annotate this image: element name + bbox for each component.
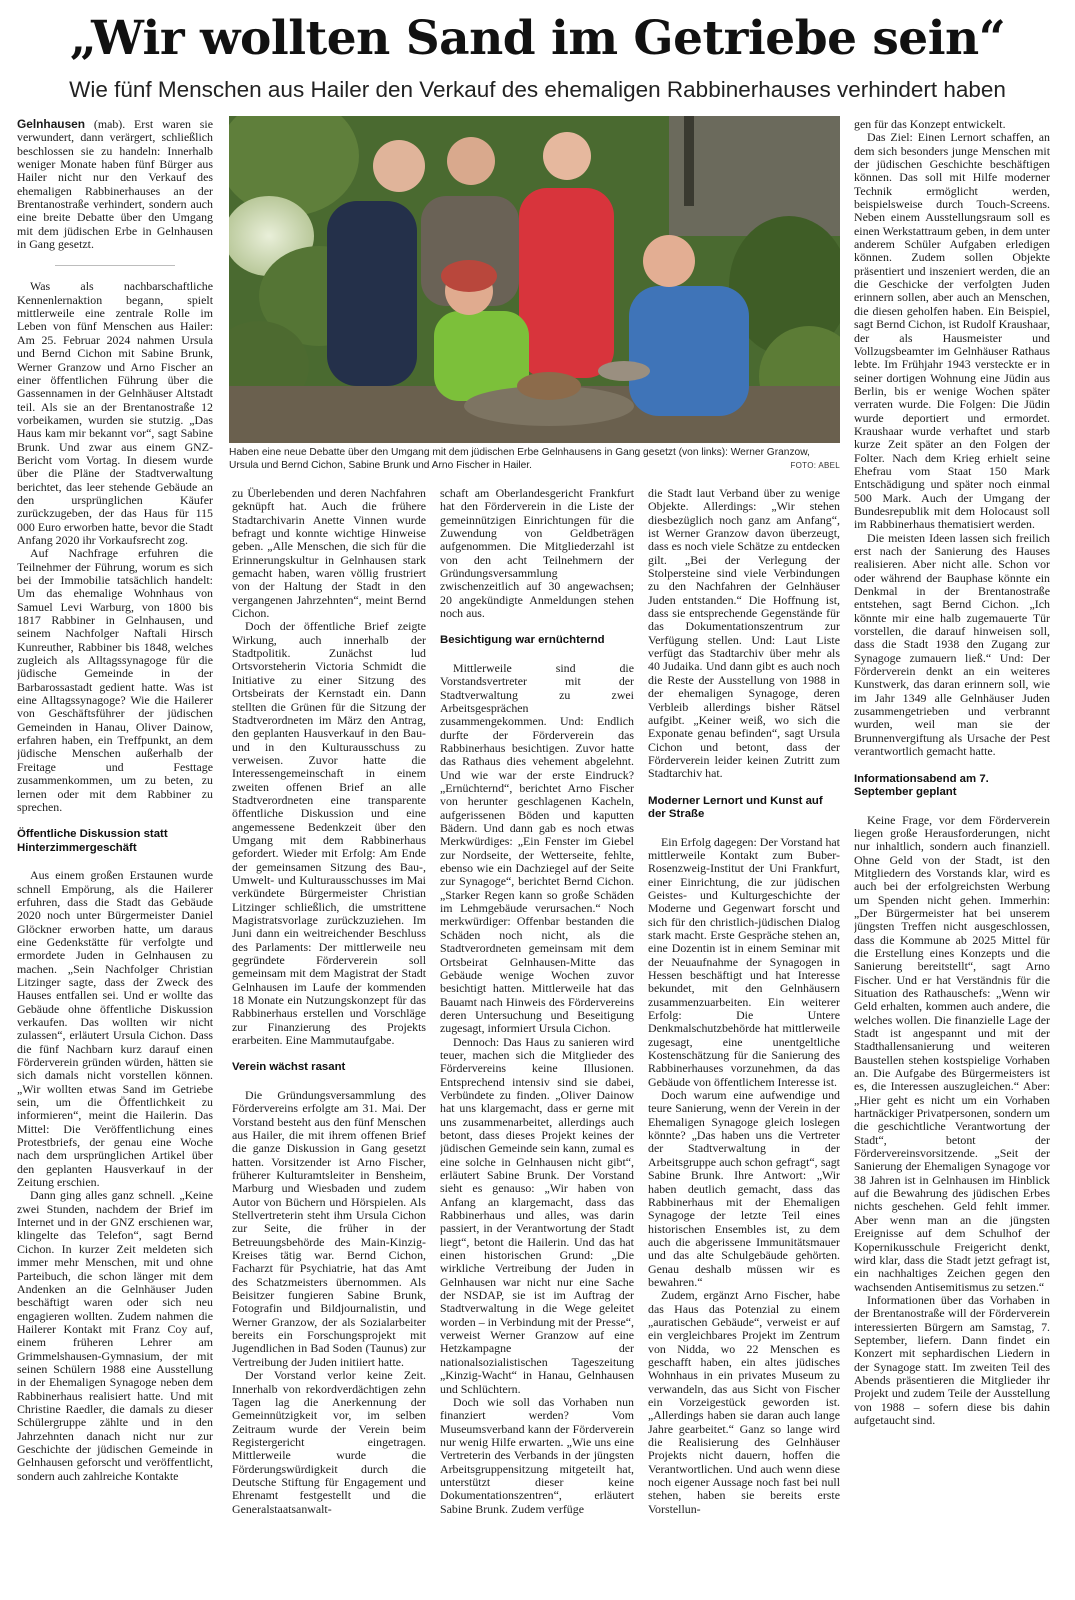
section-heading: Informationsabend am 7. September geplant [854, 772, 989, 798]
paragraph: zu Überlebenden und deren Nachfahren geknüpft hat. Auch die frühere Stadtarchivarin Anette Vinnen wurde befragt und konnte wichtige Hinweise geben. „Alle Menschen, die sich für die Erinnerungskultur in Gelnhausen stark gemacht haben, waren völlig frustriert von der Haltung der Stadt in den vergangenen Jahrzehnten“, meint Bernd Cichon. [232, 487, 426, 621]
paragraph: Dann ging alles ganz schnell. „Keine zwei Stunden, nachdem der Brief im Internet und in der GNZ erschienen war, klingelte das Telefon“, sagt Bernd Cichon. In kurzer Zeit meldeten sich immer mehr Menschen, mit und ohne Parteibuch, die schon länger mit dem Andenken an die Gelnhäuser Juden beschäftigt waren oder sich neu engagieren wollten. Zudem nahmen die Hailerer Kontakt mit Franz Coy auf, einem früheren Lehrer am Grimmelshausen-Gymnasium, der mit seinen Schülern 1988 eine Ausstellung in der Ehemaligen Synagoge neben dem Rabbinerhaus realisiert hatte. Und mit Christine Raedler, die damals zu dieser Schülergruppe zählte und in den Jahrzehnten danach nicht nur zur Geschichte der jüdischen Gemeinde in Gelnhausen geforscht und veröffentlicht, sondern auch zahlreiche Kontakte [17, 1188, 213, 1483]
paragraph: Die Gründungsversammlung des Fördervereins erfolgte am 31. Mai. Der Vorstand besteht aus den fünf Menschen aus Hailer, die mit ihrem offenen Brief die ganze Diskussion in Gang gesetzt hatten. Vorsitzender ist Arno Fischer, früherer Kulturamtsleiter in Bensheim, Marburg und Wiesbaden und zudem Autor von Büchern und Hörspielen. Als Stellvertreterin steht ihm Ursula Cichon zur Seite, die früher in der Betreuungsbehörde des Main-Kinzig-Kreises tätig war. Bernd Cichon, Facharzt für Psychiatrie, hat das Amt des Schatzmeisters übernommen. Als Beisitzer fungieren Sabine Brunk, Fotografin und Bildjournalistin, und Werner Granzow, der als Sozialarbeiter bereits ein Forschungsprojekt mit Jugendlichen in Bad Soden (Taunus) zur Vertreibung der Juden initiiert hatte. [232, 1087, 426, 1369]
paragraph: Doch warum eine aufwendige und teure Sanierung, wenn der Verein in der Ehemaligen Synagoge gleich loslegen könnte? „Das haben uns die Vertreter der Stadtverwaltung in der Arbeitsgruppe auch schon gefragt“, sagt Sabine Brunk. Ihre Antwort: „Wir haben deutlich gemacht, dass das Rabbinerhaus mit der Ehemaligen Synagoge der letzte Teil eines historischen Ensembles ist, zu dem auch die abgerissene Immunitätsmauer und das alte Schulgebäude gehörten. Genau deshalb müssen wir es bewahren.“ [648, 1088, 840, 1289]
article-column-1 [17, 118, 213, 1590]
article-column-2 [232, 487, 426, 1590]
paragraph: Der Vorstand verlor keine Zeit. Innerhalb von rekordverdächtigen zehn Tagen lag die Anerkennung der Gemeinnützigkeit vor, im selben Zeitraum wurde der Verein beim Registergericht eingetragen. Mittlerweile wurde die Förderungswürdigkeit durch die Deutsche Stiftung für Engagement und Ehrenamt festgestellt und die Generalstaatsanwalt- [232, 1368, 426, 1516]
dateline: Gelnhausen [17, 118, 86, 131]
article-column-5 [854, 118, 1050, 1590]
paragraph: Dennoch: Das Haus zu sanieren wird teuer, machen sich die Mitglieder des Fördervereins keine Illusionen. Entsprechend intensiv sind sie dabei, Verbündete zu finden. „Oliver Dainow hat uns klargemacht, dass er gerne mit uns zusammenarbeitet, allerdings auch betont, dass dieses Projekt keines der jüdischen Gemeinde sein kann, zumal es eine solche in Gelnhausen nicht gibt“, erläutert Sabine Brunk. Der Vorstand sieht es genauso: „Wir haben von Anfang an klargemacht, dass das Rabbinerhaus und alles, was darin passiert, in der Verantwortung der Stadt liegt“, betont die Hailerin. Und das hat einen historischen Grund: „Die wirkliche Vertreibung der Juden in Gelnhausen war nicht nur eine Sache der NSDAP, sie ist im Auftrag der Stadtverwaltung in die Wege geleitet worden – in Verbindung mit der Presse“, verweist Werner Granzow auf eine Hetzkampagne der nationalsozialistischen Tageszeitung „Kinzig-Wacht“ in Hanau, Gelnhausen und Schlüchtern. [440, 1034, 634, 1396]
paragraph: Die meisten Ideen lassen sich freilich erst nach der Sanierung des Hauses realisieren. Aber nicht alle. Schon vor oder während der Bauphase könnte ein Denkmal in der Brentanostraße entstehen, sagt Bernd Cichon. „Ich könnte mir eine halb zugemauerte Tür vorstellen, die darauf hinweisen soll, dass die Stadt 1938 den Zugang zur Synagoge zumauern ließ.“ Und: Der Förderverein denkt an ein weiteres Kunstwerk, das daran erinnern soll, wie im Jahr 1349 alle Gelnhäuser Juden zusammengetrieben und verbrannt wurden, weil man sie der Brunnenvergiftung als Ursache der Pest verantwortlich gemacht hatte. [854, 530, 1050, 759]
paragraph: Zudem, ergänzt Arno Fischer, habe das Haus das Potenzial zu einem „auratischen Gebäude“, verweist er auf ein vergleichbares Projekt im Zentrum von Nidda, wo 22 Menschen es geschafft haben, ein altes jüdisches Wohnhaus in ein privates Museum zu verwandeln, das aus Sicht von Fischer ein Vorzeigestück geworden ist. „Allerdings haben sie daran auch lange Jahre gearbeitet.“ Ganz so lange wird die Realisierung des Gelnhäuser Projekts nicht dauern, hoffen die Verantwortlichen. Und auch wenn diese noch eigener Aussage noch fast bei null stehen, haben sie bereits erste Vorstellun- [648, 1288, 840, 1516]
paragraph: Auf Nachfrage erfuhren die Teilnehmer der Führung, worum es sich bei der Immobilie tatsächlich handelt: Um das ehemalige Wohnhaus von Samuel Levi Warburg, von 1800 bis 1817 Rabbiner in Gelnhausen, und seinem Nachfolger Naftali Hirsch Kunreuther, Rabbiner bis 1848, welches zugleich als Alltagssynagoge für die jüdische Gemeinde in der Barbarossastadt gedient hatte. Was ist eine Alltagssynagoge? Wie die Hailerer von Geschäftsführer der jüdischen Gemeinden in Hanau, Oliver Dainow, erfahren haben, ein Treffpunkt, an dem jüdische Menschen außerhalb der Freitage und Festtage zusammenkommen, um zu beten, zu lernen oder mit dem Rabbiner zu sprechen. [17, 546, 213, 814]
paragraph: Das Ziel: Einen Lernort schaffen, an dem sich besonders junge Menschen mit der jüdischen Geschichte beschäftigen können. Das soll mit Hilfe moderner Technik ermöglicht werden, beispielsweise durch Touch-Screens. Neben einem Ausstellungsraum soll es einen Werkstattraum geben, in dem unter anderem Schüler Aufgaben erledigen können. Zudem sollen Objekte präsentiert und inszeniert werden, die an die Geschicke der verfolgten Juden erinnern sollen, aber auch an Menschen, die diesen geholfen haben. Ein Beispiel, sagt Bernd Cichon, ist Rudolf Kraushaar, der als Hausmeister und Vollzugsbeamter im Gelnhäuser Rathaus lebte. Im Frühjahr 1943 versteckte er in seiner dortigen Wohnung eine Jüdin aus Berlin, bis er wenige Wochen später verraten wurde. Die Folgen: Die Jüdin wurde deportiert und ermordet. Kraushaar wurde verhaftet und starb kurze Zeit später an den Folgen der Folter. Nach dem Krieg erhielt seine Ehefrau vom Staat 150 Mark Entschädigung und später noch einmal 500 Mark. Auch der Umgang der Bundesrepublik mit dem Holocaust soll im Rabbinerhaus thematisiert werden. [854, 130, 1050, 532]
subheadline: Wie fünf Menschen aus Hailer den Verkauf des ehemaligen Rabbinerhauses verhindert haben [69, 77, 1006, 102]
paragraph: Ein Erfolg dagegen: Der Vorstand hat mittlerweile Kontakt zum Buber-Rosenzweig-Institut der Uni Frankfurt, einer Einrichtung, die zur jüdischen Geistes- und Kulturgeschichte der Moderne und Gegenwart forscht und sich für den christlich-jüdischen Dialog stark macht. Erste Gespräche stehen an, eine Dozentin ist in einem Seminar mit der Neuaufnahme der Synagogen in Hessen beschäftigt und hat Interesse bekundet, mit den Gelnhäusern zusammenzuarbeiten. Ein weiterer Erfolg: Die Untere Denkmalschutzbehörde hat mittlerweile zugesagt, eine unentgeltliche Kostenschätzung für die Sanierung des Rabbinerhauses vorzunehmen, da das Gebäude von öffentlichem Interesse ist. [648, 834, 840, 1089]
paragraph: Mittlerweile sind die Vorstandsvertreter mit der Stadtverwaltung zu zwei Arbeitsgesprächen zusammengekommen. Und: Endlich durfte der Förderverein das Rabbinerhaus besichtigen. Zuvor hatte das Rathaus dies vehement abgelehnt. Und wie war der erste Eindruck? „Ernüchternd“, berichtet Arno Fischer von herunter geschlagenen Kacheln, aufgerissenen Böden und kaputten Bädern. Und dann gab es noch etwas Merkwürdiges: „Ein Fenster im Giebel zur Nordseite, der Wetterseite, fehlte, ebenso wie ein Dachziegel auf der Seite zur Synagoge“, berichtet Bernd Cichon. „Starker Regen kann so große Schäden im Lehmgebäude verursachen.“ Noch merkwürdiger: Offenbar bestanden die Schäden noch nicht, als die Stadtverordneten gemeinsam mit dem Ortsbeirat Gelnhausen-Mitte das Gebäude wenige Wochen zuvor besichtigt hatten. Mittlerweile hat das Bauamt nach Hinweis des Fördervereins deren Untersuchung und Beseitigung zugesagt, informiert Ursula Cichon. [440, 660, 634, 1036]
article-column-3 [440, 487, 634, 1590]
section-heading: Öffentliche Diskussion statt Hinterzimmergeschäft [17, 828, 168, 854]
lead-paragraph: Gelnhausen (mab). Erst waren sie verwundert, dann verärgert, schließlich beschlossen sie zu handeln: Innerhalb weniger Monate haben fünf Bürger aus Hailer nicht nur den Verkauf des ehemaligen Rabbinerhauses an der Brentanostraße verhindert, sondern auch eine breite Debatte über den Umgang mit dem jüdischen Erbe in Gelnhausen in Gang gesetzt. [17, 118, 213, 252]
paragraph: Aus einem großen Erstaunen wurde schnell Empörung, als die Hailerer erfuhren, dass die Stadt das Gebäude 2020 noch unter Bürgermeister Daniel Glöckner erworben hatte, um daraus eine Gedenkstätte für verfolgte und ermordete Juden in Gelnhausen zu machen. „Sein Nachfolger Christian Litzinger sagte, dass der Zweck des Hauses entfallen sei. Und er wollte das Gebäude ohne öffentliche Diskussion verkaufen. Das wollten wir nicht zulassen“, erläutert Ursula Cichon. Dass die fünf Nachbarn kurz darauf einen Förderverein gründen würden, hätten sie sich damals nicht vorstellen können. „Wir wollten etwas Sand im Getriebe sein, um die Öffentlichkeit zu informieren“, meint die Hailerin. Das Mittel: Die Veröffentlichung eines Protestbriefs, der genau eine Woche nach dem ursprünglichen Artikel über den geplanten Hausverkauf in der Zeitung erschien. [17, 868, 213, 1190]
paragraph: Doch der öffentliche Brief zeigte Wirkung, auch innerhalb der Stadtpolitik. Zunächst lud Ortsvorsteherin Victoria Schmidt die Initiative zu einer Sitzung des Ortsbeirats der Kernstadt ein. Dann stellten die Grünen für die Sitzung der Stadtverordneten im März den Antrag, den geplanten Hausverkauf in den Bau- und in den Kulturausschuss zu verweisen. Zuvor hatte die Interessengemeinschaft in einem zweiten offenen Brief an alle Stadtverordneten eine transparente öffentliche Diskussion und eine angemessene Bedenkzeit über den Umgang mit dem Rabbinerhaus gefordert. Wieder mit Erfolg: Am Ende der gemeinsamen Sitzung des Bau-, Umwelt- und Kulturausschusses im Mai verkündete Bürgermeister Christian Litzinger schließlich, die umstrittene Magistratsvorlage zurückzuziehen. Im Juni dann ein weitreichender Beschluss des Parlaments: Der mittlerweile neu gegründete Förderverein soll gemeinsam mit dem Magistrat der Stadt Gelnhausen im Laufe der kommenden 18 Monate ein Nutzungskonzept für das Rabbinerhaus erstellen und Vorschläge zur Finanzierung des Projekts erarbeiten. Eine Mammutaufgabe. [232, 619, 426, 1048]
caption-text: Haben eine neue Debatte über den Umgang mit dem jüdischen Erbe Gelnhausens in Gang gesetzt (von links): Werner Granzow, Ursula und Bernd Cichon, Sabine Brunk und Arno Fischer in Hailer. [229, 447, 810, 471]
section-heading: Verein wächst rasant [232, 1061, 346, 1074]
photo-caption [229, 446, 840, 472]
photo-credit: FOTO: ABEL [790, 461, 840, 470]
paragraph: die Stadt laut Verband über zu wenige Objekte. Allerdings: „Wir stehen diesbezüglich noch ganz am Anfang“, ist Werner Granzow davon überzeugt, dass es noch viele Schätze zu entdecken gilt. „Bei der Verlegung der Stolpersteine sind viele Verbindungen zu den Nachfahren der Gelnhäuser Juden entstanden.“ Die Hoffnung ist, dass sie entsprechende Gegenstände für das Dokumentationszentrum zur Verfügung stellen. Und: Laut Liste verfügt das Stadtarchiv über mehr als 40 Judaika. Und dann gibt es auch noch die Reste der Ausstellung von 1988 in der ehemaligen Synagoge, deren Verbleib allerdings bisher Rätsel aufgibt. „Keiner weiß, wo sich die Exponate genau befinden“, sagt Ursula Cichon und betont, dass der Förderverein leider keinen Zutritt zum Stadtarchiv hat. [648, 487, 840, 781]
paragraph: Was als nachbarschaftliche Kennenlernaktion begann, spielt mittlerweile eine zentrale Rolle im Leben von fünf Menschen aus Hailer: Am 25. Februar 2024 nahmen Ursula und Bernd Cichon mit Sabine Brunk, Werner Granzow und Arno Fischer an einer öffentlichen Führung über die Gassennamen in der Gelnhäuser Altstadt teil. Als sie an der Brentanostraße 12 vorbeikamen, wurden sie stutzig. „Das Haus kam mir bekannt vor“, sagt Sabine Brunk. Und zwar aus einem GNZ-Bericht vom Vortag. In diesem wurde über die Pläne der Stadtverwaltung berichtet, das leer stehende Gebäude an den ursprünglichen Käufer zurückzugeben, der das Haus für 115 000 Euro erworben hatte, bevor die Stadt Anfang 2020 ihr Vorkaufsrecht zog. [17, 279, 213, 547]
section-heading: Moderner Lernort und Kunst auf der Straße [648, 794, 823, 821]
paragraph: Doch wie soll das Vorhaben nun finanziert werden? Vom Museumsverband kann der Förderverein nur wenig Hilfe erwarten. „Wie uns eine Vertreterin des Verbands in der jüngsten Arbeitsgruppensitzung mitgeteilt hat, unterstützt dieser keine Dokumentationszentren“, erläutert Sabine Brunk. Zudem verfüge [440, 1394, 634, 1516]
article-column-4 [648, 487, 840, 1590]
paragraph: gen für das Konzept entwickelt. [854, 118, 1006, 131]
divider-rule [55, 265, 175, 266]
headline: „Wir wollten Sand im Getriebe sein“ [69, 11, 1006, 66]
photo-illustration [229, 116, 840, 443]
group-photo [229, 116, 840, 443]
section-heading: Besichtigung war ernüchternd [440, 634, 605, 647]
paragraph: Informationen über das Vorhaben in der Brentanostraße will der Förderverein interessierten Bürgern am Samstag, 7. September, liefern. Dann findet ein Konzert mit sephardischen Liedern in der Synagoge statt. Im zweiten Teil des Abends präsentieren die Mitglieder ihr Projekt und zudem Teile der Ausstellung von 1988 – sofern diese bis dahin aufgetaucht sind. [854, 1292, 1050, 1427]
paragraph: schaft am Oberlandesgericht Frankfurt hat den Förderverein in die Liste der gemeinnützigen Einrichtungen für die Zuwendung von Geldbeträgen aufgenommen. Die Mitgliederzahl ist von den acht Teilnehmern der Gründungsversammlung zwischenzeitlich auf 30 angewachsen; 20 angekündigte Anmeldungen stehen noch aus. [440, 487, 634, 621]
paragraph: Keine Frage, vor dem Förderverein liegen große Herausforderungen, nicht nur inhaltlich, sondern auch finanziell. Ohne Geld von der Stadt, ist den Mitgliedern des Vorstands klar, wird es auch bei der erfolgreichsten Werbung um Spenden nicht gehen. Immerhin: „Der Bürgermeister hat bei unserem jüngsten Treffen nicht ausgeschlossen, dass die Kommune ab 2025 Mittel für die Erstellung eines Konzepts und die Sanierung bereitstellt“, sagt Arno Fischer. Und er hat Verständnis für die Situation des Rathauschefs: „Wenn wir Geld erhalten, kommen auch andere, die welches wollen. Die finanzielle Lage der Stadt ist angespannt und mit der Stadthallensanierung und weiteren Baustellen stehen kostspielige Vorhaben an. Die Aufgabe des Bürgermeisters ist es, die Interessen auszugleichen.“ Aber: „Hier geht es nicht um ein Vorhaben hartnäckiger Privatpersonen, sondern um die geschichtliche Verantwortung der Stadt“, betont der Fördervereinsvorsitzende. „Seit der Sanierung der Ehemaligen Synagoge vor 38 Jahren ist in Gelnhausen im Hinblick auf die Bewahrung des jüdischen Erbes nichts geschehen. Geld fehlt immer. Aber wenn man an die jüngsten Ereignisse auf dem Schulhof der Kopernikusschule Freigericht denkt, wird klar, dass die Stadt jetzt gefragt ist, ein nachhaltiges Zeichen gegen den wachsenden Antisemitismus zu setzen.“ [854, 812, 1050, 1294]
